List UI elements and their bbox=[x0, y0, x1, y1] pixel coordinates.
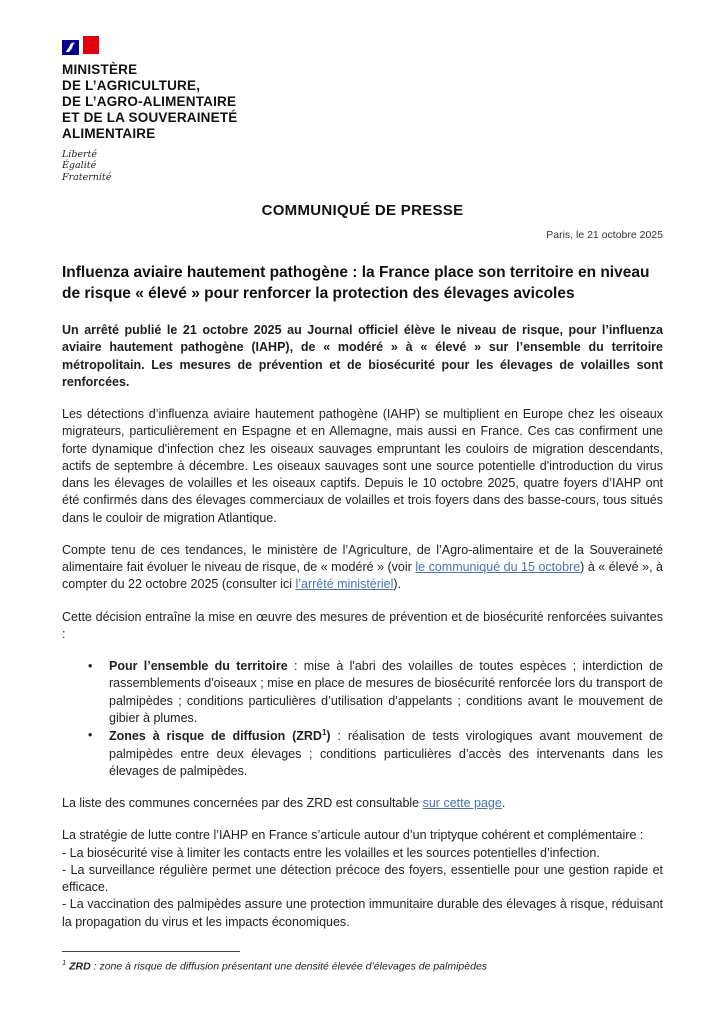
text-segment: La liste des communes concernées par des ZRD est consultable bbox=[62, 796, 423, 811]
ministry-name-line: ALIMENTAIRE bbox=[62, 125, 156, 141]
motto-line: Égalité bbox=[62, 160, 97, 172]
bullet-territoire bbox=[62, 658, 663, 727]
text-segment: ) bbox=[326, 729, 331, 744]
bullet-zrd bbox=[62, 727, 663, 780]
motto-line: Fraternité bbox=[62, 172, 112, 184]
ministry-name-line: DE L’AGRICULTURE, bbox=[62, 77, 201, 93]
text-segment: : mise à l'abri des volailles de toutes espèces ; interdiction de rassemblements d'oiseaux ; mise en place de mesures de biosécurité renforcée lors du transport de palmipèdes ; conditions particulières d’utilisation d’appelants ; conditions avant le mouvement de gibier à plumes. bbox=[109, 659, 663, 725]
text-segment: Zones à risque de diffusion (ZRD bbox=[109, 729, 322, 744]
text-segment: ). bbox=[393, 577, 402, 592]
paragraph-zrd-list bbox=[62, 795, 663, 812]
lead-paragraph: Un arrêté publié le 21 octobre 2025 au Journal officiel élève le niveau de risque, pour l’influenza aviaire hautement pathogène (IAHP), de « modéré » à « élevé » sur l’ensemble du territoire métropolitain. Les mesures de prévention et de biosécurité pour les élevages de volailles sont renforcées. bbox=[62, 323, 663, 389]
inline-link[interactable]: l’arrêté ministériel bbox=[295, 577, 394, 592]
paragraph-strategy-vaccination bbox=[62, 896, 663, 931]
footnote-marker: 1 bbox=[62, 957, 67, 967]
text-segment: - La surveillance régulière permet une détection précoce des foyers, essentielle pour une gestion rapide et efficace. bbox=[62, 862, 663, 895]
text-segment: - La biosécurité vise à limiter les contacts entre les volailles et les sources potentielles d’infection. bbox=[62, 845, 600, 860]
text-segment: Cette décision entraîne la mise en œuvre des mesures de prévention et de biosécurité renforcées suivantes : bbox=[62, 609, 663, 641]
press-release-kicker: COMMUNIQUÉ DE PRESSE bbox=[261, 202, 464, 220]
french-flag-icon bbox=[62, 36, 104, 58]
ministry-name-line: DE L’AGRO-ALIMENTAIRE bbox=[62, 93, 237, 109]
paragraph-strategy-surveillance bbox=[62, 862, 663, 897]
motto-line: Liberté bbox=[62, 148, 98, 160]
dateline: Paris, le 21 octobre 2025 bbox=[546, 229, 663, 242]
bullet-text bbox=[109, 658, 663, 727]
government-logo bbox=[62, 36, 663, 184]
text-segment: . bbox=[501, 796, 506, 811]
document-title: Influenza aviaire hautement pathogène : la France place son territoire en niveau de risque « élevé » pour renforcer la protection des élevages avicoles bbox=[62, 264, 650, 302]
text-segment: 1 bbox=[321, 728, 327, 738]
ministry-name-line: ET DE LA SOUVERAINETÉ bbox=[62, 109, 238, 125]
text-segment: Les détections d’influenza aviaire hautement pathogène (IAHP) se multiplient en Europe chez les oiseaux migrateurs, particulièrement en Espagne et en Allemagne, mais aussi en France. Ces cas confirment une forte dynamique d'infection chez les oiseaux sauvages empruntant les couloirs de migration descendants, actifs de septembre à décembre. Les oiseaux sauvages sont une source potentielle d'introduction du virus dans les élevages de volailles et les oiseaux captifs. Depuis le 10 octobre 2025, quatre foyers d’IAHP ont été confirmés dans des élevages commerciaux de volailles et trois foyers dans des basse-cours, tous situés dans le couloir de migration Atlantique. bbox=[62, 407, 663, 525]
text-segment: La stratégie de lutte contre l’IAHP en France s’articule autour d’un triptyque cohérent et complémentaire : bbox=[62, 828, 644, 843]
bullet-icon: • bbox=[88, 728, 93, 743]
paragraph-strategy-biosecurite bbox=[62, 845, 663, 862]
text-segment: Compte tenu de ces tendances, le ministère de l’Agriculture, de l’Agro-alimentaire et de la Souveraineté alimentaire fait évoluer le niveau de risque, de « modéré » (voir bbox=[62, 542, 663, 575]
inline-link[interactable]: sur cette page bbox=[422, 796, 502, 811]
footnote-definition: : zone à risque de diffusion présentant une densité élevée d’élevages de palmipèdes bbox=[90, 960, 488, 973]
text-segment: ) à « élevé », à compter du 22 octobre 2025 (consulter ici bbox=[62, 560, 663, 592]
bullet-text bbox=[109, 727, 663, 780]
text-segment: Pour l’ensemble du territoire bbox=[109, 659, 288, 674]
paragraph-strategy-intro bbox=[62, 827, 663, 844]
paragraph-decision bbox=[62, 542, 663, 594]
paragraph-detections bbox=[62, 406, 663, 527]
document-body bbox=[62, 406, 663, 931]
footnote-block bbox=[62, 951, 663, 973]
ministry-name bbox=[62, 62, 663, 142]
footnote-divider bbox=[62, 951, 240, 952]
republic-motto bbox=[62, 149, 663, 185]
text-segment: - La vaccination des palmipèdes assure une protection immunitaire durable des élevages à risque, réduisant la propagation du virus et les impacts économiques. bbox=[62, 897, 663, 929]
text-segment: : réalisation de tests virologiques avant mouvement de palmipèdes entre deux élevages ; conditions particulières d’accès des intervenants dans les élevages de palmipèdes. bbox=[109, 729, 664, 778]
footnote-term: ZRD bbox=[69, 960, 91, 973]
flag-red-rect bbox=[83, 36, 99, 54]
inline-link[interactable]: le communiqué du 15 octobre bbox=[415, 560, 581, 575]
paragraph-measures-intro bbox=[62, 609, 663, 644]
ministry-name-line: MINISTÈRE bbox=[62, 62, 138, 77]
footnote-text bbox=[62, 958, 663, 973]
bullet-icon: • bbox=[88, 659, 93, 674]
